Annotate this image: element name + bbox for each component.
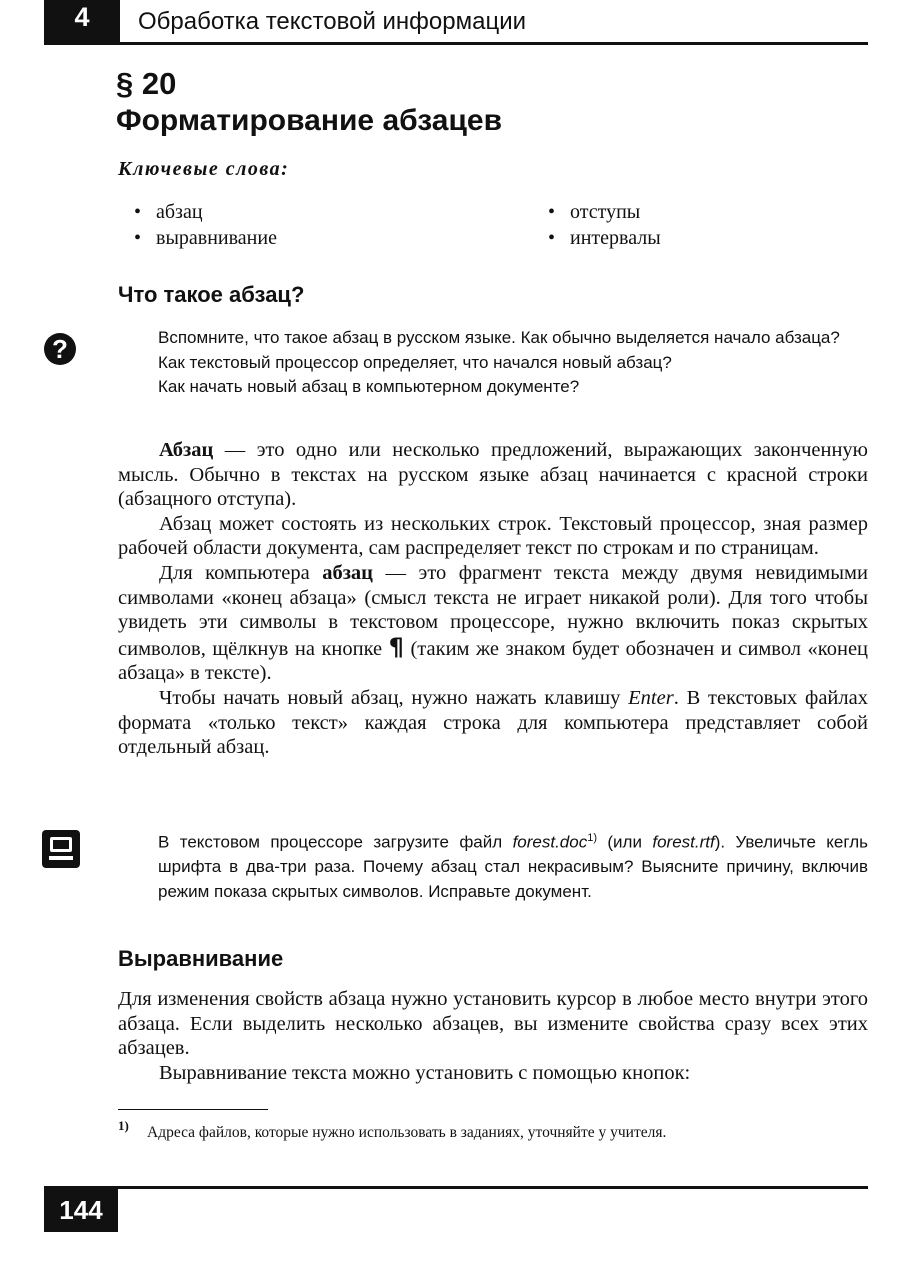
- footnote-mark: 1): [118, 1118, 129, 1133]
- task-text: В текстовом процессоре загрузите файл forest.doc$^{1)}$ (или forest.rtf). Увеличьте кегль шрифта в два-три раза. Почему абзац стал некрасивым? Выясните причину, включив режим показа скрытых символов. Исправьте документ.: [158, 832, 868, 901]
- question-block: [158, 326, 868, 400]
- task-block: [158, 826, 868, 904]
- page-number: 144: [44, 1188, 118, 1232]
- keyword-item: • отступы: [548, 201, 641, 223]
- heading-what-is-paragraph: Что такое абзац?: [118, 282, 305, 307]
- paragraph: Абзац может состоять из нескольких строк. Текстовый процессор, зная размер рабочей области документа, сам распределяет текст по строкам и по страницам.: [118, 512, 868, 560]
- computer-screen-shape: [50, 837, 72, 852]
- keyword-item: • выравнивание: [134, 227, 277, 249]
- paragraph: Выравнивание текста можно установить с помощью кнопок:: [159, 1061, 691, 1084]
- question-mark-icon: ?: [44, 333, 76, 365]
- paragraph: Для изменения свойств абзаца нужно установить курсор в любое место внутри этого абзаца. Если выделить несколько абзацев, вы измените свойства сразу всех этих абзацев.: [118, 988, 868, 1060]
- computer-icon: [42, 830, 80, 868]
- computer-base-shape: [49, 856, 73, 860]
- pilcrow-icon: ¶: [388, 632, 404, 661]
- enter-key-name: Enter: [628, 686, 674, 709]
- page-header: [44, 0, 868, 45]
- heading-alignment: Выравнивание: [118, 946, 284, 971]
- footnote-divider: [118, 1109, 268, 1110]
- body-text-2: [118, 987, 868, 1085]
- keyword-item: • интервалы: [548, 227, 661, 249]
- paragraph: Для компьютера абзац — это фрагмент текста между двумя невидимыми символами «конец абзаца» (смысл текста не играет никакой роли). Для того чтобы увидеть эти символы в текстовом процессоре, нужно включить показ скрытых символов, щёлкнув на кнопке ¶ (таким же знаком будет обозначен и символ «конец абзаца» в тексте).: [118, 561, 869, 685]
- chapter-title: Обработка текстовой информации: [138, 8, 527, 35]
- footer-divider: [44, 1186, 868, 1189]
- chapter-number: 4: [44, 0, 120, 42]
- footnote-text: Адреса файлов, которые нужно использовать в заданиях, уточняйте у учителя.: [147, 1124, 667, 1141]
- keywords-label: Ключевые слова:: [118, 158, 290, 180]
- question-text: Как текстовый процессор определяет, что начался новый абзац?: [158, 352, 672, 372]
- term-paragraph: Абзац: [159, 439, 214, 461]
- question-text: Как начать новый абзац в компьютерном документе?: [158, 377, 580, 396]
- body-text-1: [118, 438, 868, 760]
- paragraph: Абзац — это одно или несколько предложений, выражающих законченную мысль. Обычно в текстах на русском языке абзац начинается с красной строки (абзацного отступа).: [118, 439, 868, 511]
- question-text: Вспомните, что такое абзац в русском языке. Как обычно выделяется начало абзаца?: [158, 328, 840, 347]
- paragraph: Чтобы начать новый абзац, нужно нажать клавишу Enter. В текстовых файлах формата «только текст» каждая строка для компьютера представляет собой отдельный абзац.: [118, 686, 868, 759]
- keyword-item: • абзац: [134, 201, 203, 223]
- section-title: Форматирование абзацев: [116, 104, 503, 137]
- section-number: § 20: [116, 66, 177, 101]
